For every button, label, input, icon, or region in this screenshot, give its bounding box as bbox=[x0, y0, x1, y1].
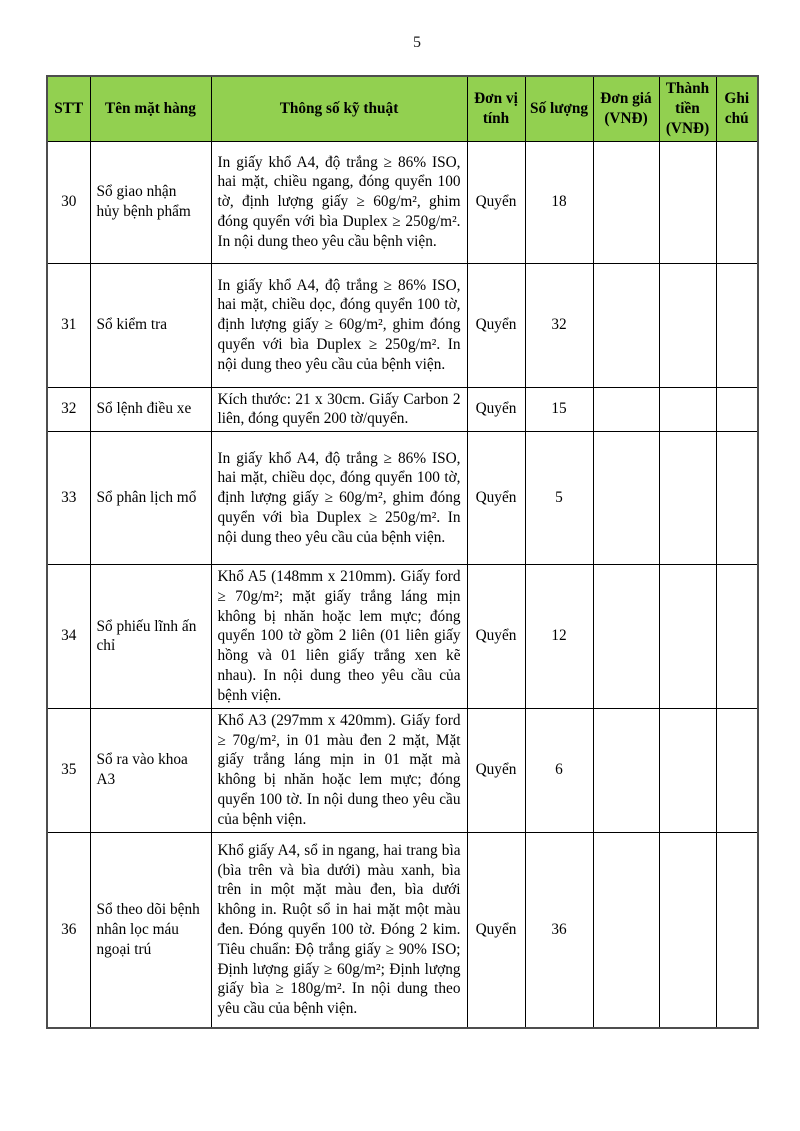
cell-name: Sổ kiểm tra bbox=[90, 263, 211, 387]
cell-qty: 12 bbox=[525, 565, 593, 709]
table-row bbox=[47, 432, 758, 565]
table-row bbox=[47, 263, 758, 387]
cell-unit: Quyển bbox=[467, 832, 525, 1028]
cell-note bbox=[716, 432, 758, 565]
cell-price bbox=[593, 263, 659, 387]
cell-price bbox=[593, 387, 659, 432]
cell-name: Sổ ra vào khoa A3 bbox=[90, 708, 211, 832]
cell-spec: In giấy khổ A4, độ trắng ≥ 86% ISO, hai mặt, chiều ngang, đóng quyển 100 tờ, định lượng giấy ≥ 60g/m², ghim đóng quyển với bìa Duplex ≥ 250g/m². In nội dung theo yêu cầu bệnh viện. bbox=[211, 141, 467, 263]
cell-stt: 34 bbox=[47, 565, 90, 709]
cell-name: Sổ phiếu lĩnh ấn chỉ bbox=[90, 565, 211, 709]
table-row bbox=[47, 832, 758, 1028]
cell-name: Sổ phân lịch mổ bbox=[90, 432, 211, 565]
cell-qty: 36 bbox=[525, 832, 593, 1028]
cell-qty: 6 bbox=[525, 708, 593, 832]
cell-note bbox=[716, 832, 758, 1028]
cell-total bbox=[659, 387, 716, 432]
cell-price bbox=[593, 708, 659, 832]
cell-qty: 32 bbox=[525, 263, 593, 387]
cell-note bbox=[716, 387, 758, 432]
table-row bbox=[47, 708, 758, 832]
cell-note bbox=[716, 708, 758, 832]
cell-unit: Quyển bbox=[467, 708, 525, 832]
cell-total bbox=[659, 141, 716, 263]
cell-spec: In giấy khổ A4, độ trắng ≥ 86% ISO, hai mặt, chiều dọc, đóng quyển 100 tờ, định lượng giấy ≥ 60g/m², ghim đóng quyển với bìa Duplex ≥ 250g/m². In nội dung theo yêu cầu của bệnh viện. bbox=[211, 432, 467, 565]
cell-name: Sổ theo dõi bệnh nhân lọc máu ngoại trú bbox=[90, 832, 211, 1028]
cell-note bbox=[716, 565, 758, 709]
cell-unit: Quyển bbox=[467, 565, 525, 709]
cell-spec: Khổ A3 (297mm x 420mm). Giấy ford ≥ 70g/m², in 01 màu đen 2 mặt, Mặt giấy trắng láng mịn in 01 mặt mà không bị nhăn hoặc lem mực; đóng quyển 100 tờ. In nội dung theo yêu cầu của bệnh viện. bbox=[211, 708, 467, 832]
cell-total bbox=[659, 565, 716, 709]
cell-note bbox=[716, 141, 758, 263]
cell-total bbox=[659, 832, 716, 1028]
cell-unit: Quyển bbox=[467, 263, 525, 387]
cell-name: Sổ giao nhận hủy bệnh phẩm bbox=[90, 141, 211, 263]
table-row bbox=[47, 387, 758, 432]
cell-spec: Kích thước: 21 x 30cm. Giấy Carbon 2 liên, đóng quyển 200 tờ/quyển. bbox=[211, 387, 467, 432]
cell-total bbox=[659, 263, 716, 387]
cell-unit: Quyển bbox=[467, 141, 525, 263]
cell-total bbox=[659, 432, 716, 565]
cell-price bbox=[593, 141, 659, 263]
cell-stt: 33 bbox=[47, 432, 90, 565]
cell-spec: Khổ A5 (148mm x 210mm). Giấy ford ≥ 70g/m²; mặt giấy trắng láng mịn không bị nhăn hoặc lem mực; đóng quyển 100 tờ gồm 2 liên (01 liên giấy hồng và 01 liên giấy trắng xen kẽ nhau). In nội dung theo yêu cầu của bệnh viện. bbox=[211, 565, 467, 709]
page-number: 5 bbox=[413, 34, 421, 51]
cell-price bbox=[593, 565, 659, 709]
col-header-item-name: Tên mặt hàng bbox=[90, 76, 211, 141]
col-header-unit: Đơn vị tính bbox=[467, 76, 525, 141]
cell-qty: 18 bbox=[525, 141, 593, 263]
col-header-quantity: Số lượng bbox=[525, 76, 593, 141]
cell-stt: 36 bbox=[47, 832, 90, 1028]
cell-note bbox=[716, 263, 758, 387]
cell-name: Sổ lệnh điều xe bbox=[90, 387, 211, 432]
cell-stt: 35 bbox=[47, 708, 90, 832]
cell-unit: Quyển bbox=[467, 387, 525, 432]
col-header-total: Thành tiền (VNĐ) bbox=[659, 76, 716, 141]
cell-price bbox=[593, 832, 659, 1028]
col-header-note: Ghi chú bbox=[716, 76, 758, 141]
cell-price bbox=[593, 432, 659, 565]
col-header-stt: STT bbox=[47, 76, 90, 141]
cell-qty: 5 bbox=[525, 432, 593, 565]
cell-spec: Khổ giấy A4, sổ in ngang, hai trang bìa (bìa trên và bìa dưới) màu xanh, bìa trên in một mặt màu đen, bìa dưới không in. Ruột sổ in hai mặt một màu đen. Đóng quyển 100 tờ. Đóng 2 kim. Tiêu chuẩn: Độ trắng giấy ≥ 90% ISO; Định lượng giấy ≥ 60g/m²; Định lượng giấy bìa ≥ 180g/m². In nội dung theo yêu cầu của bệnh viện. bbox=[211, 832, 467, 1028]
cell-stt: 30 bbox=[47, 141, 90, 263]
cell-qty: 15 bbox=[525, 387, 593, 432]
table-row bbox=[47, 565, 758, 709]
items-table bbox=[46, 75, 759, 1029]
col-header-unit-price: Đơn giá (VNĐ) bbox=[593, 76, 659, 141]
cell-stt: 31 bbox=[47, 263, 90, 387]
table-body bbox=[47, 141, 758, 1028]
cell-unit: Quyển bbox=[467, 432, 525, 565]
cell-spec: In giấy khổ A4, độ trắng ≥ 86% ISO, hai mặt, chiều dọc, đóng quyển 100 tờ, định lượng giấy ≥ 60g/m², ghim đóng quyển với bìa Duplex ≥ 250g/m². In nội dung theo yêu cầu của bệnh viện. bbox=[211, 263, 467, 387]
table-header-row bbox=[47, 76, 758, 141]
cell-total bbox=[659, 708, 716, 832]
table-row bbox=[47, 141, 758, 263]
cell-stt: 32 bbox=[47, 387, 90, 432]
col-header-spec: Thông số kỹ thuật bbox=[211, 76, 467, 141]
